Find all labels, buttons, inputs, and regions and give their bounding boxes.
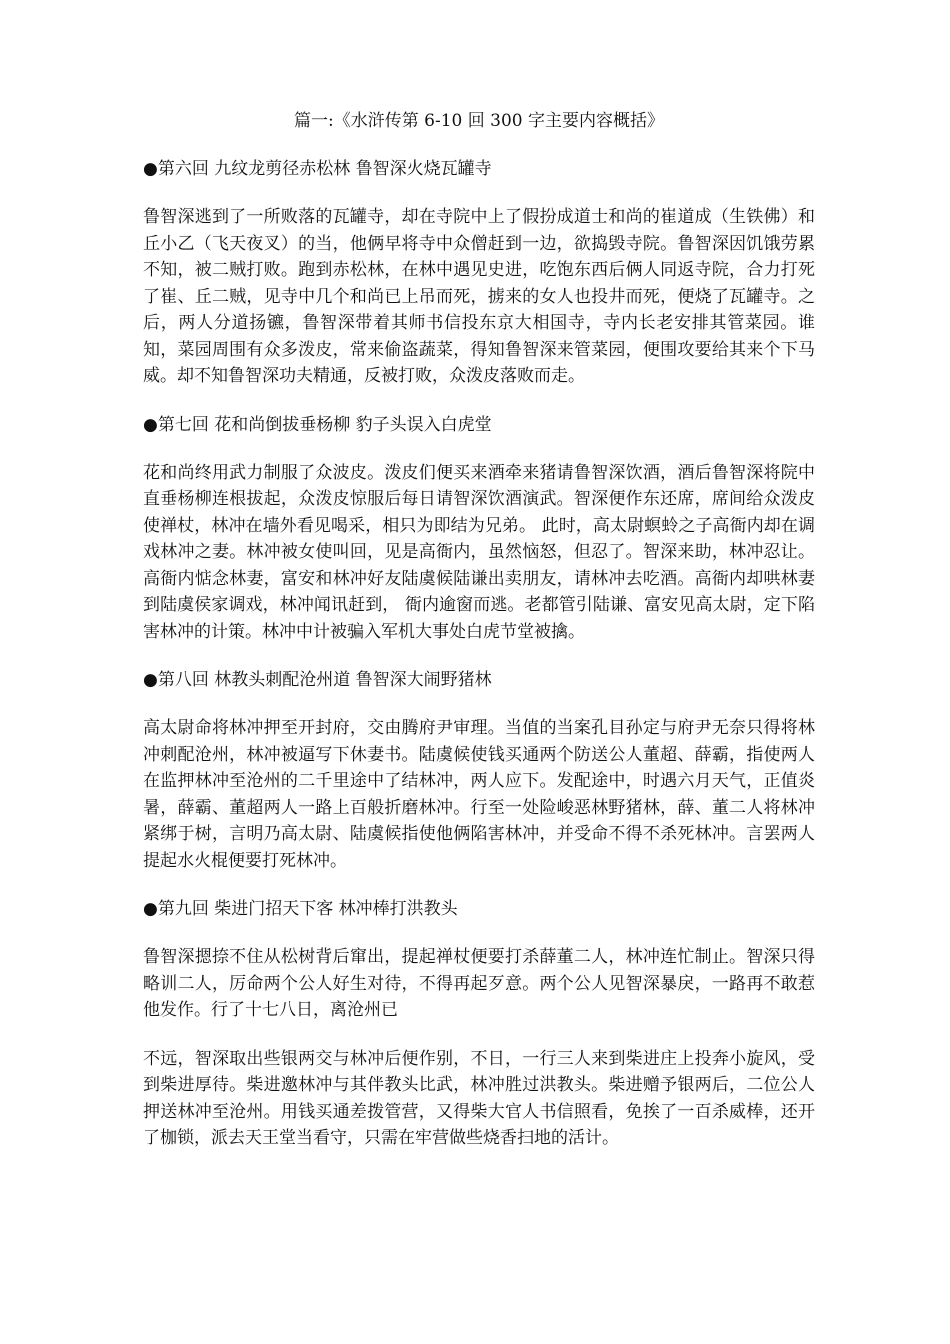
chapter-6-paragraph: 鲁智深逃到了一所败落的瓦罐寺，却在寺院中上了假扮成道士和尚的崔道成（生铁佛）和丘小乙（飞天夜叉）的当，他俩早将寺中众僧赶到一边，欲捣毁寺院。鲁智深因饥饿劳累不知，被二贼打败。跑到赤松林，在林中遇见史进，吃饱东西后俩人同返寺院，合力打死了崔、丘二贼，见寺中几个和尚已上吊而死，掳来的女人也投井而死，便烧了瓦罐寺。之后，两人分道扬镳，鲁智深带着其师书信投东京大相国寺，寺内长老安排其管菜园。谁知，菜园周围有众多泼皮，常来偷盗蔬菜，得知鲁智深来管菜园，便围攻要给其来个下马威。却不知鲁智深功夫精通，反被打败，众泼皮落败而走。 <box>143 207 815 386</box>
chapter-9-paragraph-1: 鲁智深摁捺不住从松树背后窜出，提起禅杖便要打杀薛董二人，林冲连忙制止。智深只得略训二人，厉命两个公人好生对待，不得再起歹意。两个公人见智深暴戾，一路再不敢惹他发作。行了十七八日，离沧州已 <box>143 947 815 1020</box>
chapter-6-heading: ●第六回 九纹龙剪径赤松林 鲁智深火烧瓦罐寺 <box>143 159 492 179</box>
chapter-7-paragraph: 花和尚终用武力制服了众波皮。泼皮们便买来酒牵来猪请鲁智深饮酒，酒后鲁智深将院中直垂杨柳连根拔起，众泼皮惊服后每日请智深饮酒演武。智深便作东还席，席间给众泼皮使禅杖，林冲在墙外看见喝采，相只为即结为兄弟。 此时，高太尉螟蛉之子高衙内却在调戏林冲之妻。林冲被女使叫回，见是高衙内，虽然恼怒，但忍了。智深来助，林冲忍让。高衙内惦念林妻，富安和林冲好友陆虞候陆谦出卖朋友，请林冲去吃酒。高衙内却哄林妻到陆虞侯家调戏，林冲闻讯赶到， 衙内逾窗而逃。老都管引陆谦、富安见高太尉，定下陷害林冲的计策。林冲中计被骗入军机大事处白虎节堂被擒。 <box>143 462 815 642</box>
document-page <box>143 108 815 1174</box>
chapter-8-paragraph: 高太尉命将林冲押至开封府，交由腾府尹审理。当值的当案孔目孙定与府尹无奈只得将林冲刺配沧州，林冲被逼写下休妻书。陆虞候使钱买通两个防送公人董超、薛霸，指使两人在监押林冲至沧州的二千里途中了结林冲，两人应下。发配途中，时遇六月天气，正值炎暑，薛霸、董超两人一路上百般折磨林冲。行至一处险峻恶林野猪林，薛、董二人将林冲紧绑于树，言明乃高太尉、陆虞候指使他俩陷害林冲，并受命不得不杀死林冲。言罢两人提起水火棍便要打死林冲。 <box>143 718 815 871</box>
document-title: 篇一:《水浒传第 6-10 回 300 字主要内容概括》 <box>294 111 664 131</box>
chapter-7-heading: ●第七回 花和尚倒拔垂杨柳 豹子头误入白虎堂 <box>143 414 492 435</box>
chapter-8-heading: ●第八回 林教头刺配沧州道 鲁智深大闹野猪林 <box>143 670 492 690</box>
chapter-9-heading: ●第九回 柴进门招天下客 林冲棒打洪教头 <box>143 899 458 919</box>
chapter-9-paragraph-2: 不远，智深取出些银两交与林冲后便作别，不日，一行三人来到柴进庄上投奔小旋风，受到柴进厚待。柴进邀林冲与其伴教头比武，林冲胜过洪教头。柴进赠予银两后，二位公人押送林冲至沧州。用钱买通差拨管营，又得柴大官人书信照看，免挨了一百杀威棒，还开了枷锁，派去天王堂当看守，只需在牢营做些烧香扫地的活计。 <box>143 1048 815 1148</box>
